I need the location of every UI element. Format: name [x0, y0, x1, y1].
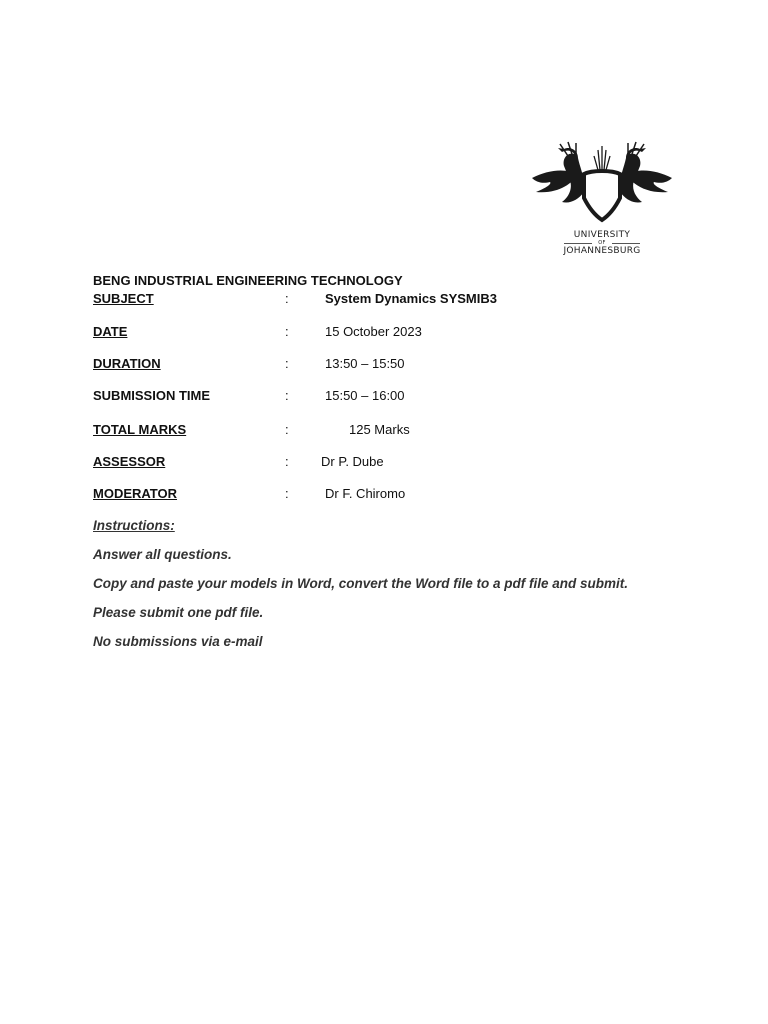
- field-date: [93, 324, 693, 342]
- field-label: SUBMISSION TIME: [93, 388, 211, 403]
- field-assessor: [93, 454, 693, 472]
- logo-line-of: OF: [598, 240, 606, 246]
- field-label: TOTAL MARKS: [93, 422, 187, 437]
- field-value: 13:50 – 15:50: [325, 356, 405, 371]
- field-colon: :: [285, 324, 289, 339]
- instructions-title: Instructions:: [93, 518, 175, 533]
- instruction-item: Copy and paste your models in Word, convert the Word file to a pdf file and submit.: [93, 576, 629, 591]
- field-colon: :: [285, 356, 289, 371]
- field-colon: :: [285, 291, 289, 306]
- university-logo: [528, 140, 676, 260]
- field-colon: :: [285, 454, 289, 469]
- programme-heading: BENG INDUSTRIAL ENGINEERING TECHNOLOGY: [93, 273, 403, 288]
- field-colon: :: [285, 388, 289, 403]
- field-label: DURATION: [93, 356, 161, 371]
- instruction-item: Please submit one pdf file.: [93, 605, 264, 620]
- field-total-marks: [93, 422, 693, 440]
- field-colon: :: [285, 422, 289, 437]
- field-submission-time: [93, 388, 693, 406]
- field-label: MODERATOR: [93, 486, 178, 501]
- field-duration: [93, 356, 693, 374]
- field-value: 15 October 2023: [325, 324, 422, 339]
- logo-line-johannesburg: JOHANNESBURG: [563, 246, 641, 256]
- field-value: 125 Marks: [349, 422, 410, 437]
- field-moderator: [93, 486, 693, 504]
- field-label: ASSESSOR: [93, 454, 166, 469]
- instruction-item: Answer all questions.: [93, 547, 232, 562]
- field-colon: :: [285, 486, 289, 501]
- field-value: Dr F. Chiromo: [325, 486, 406, 501]
- field-subject: [93, 291, 693, 309]
- bird-crest-icon: [528, 140, 676, 230]
- field-value: Dr P. Dube: [321, 454, 384, 469]
- field-value: 15:50 – 16:00: [325, 388, 405, 403]
- field-label: SUBJECT: [93, 291, 154, 306]
- instruction-item: No submissions via e-mail: [93, 634, 263, 649]
- logo-line-university: UNIVERSITY: [573, 230, 631, 240]
- field-label: DATE: [93, 324, 128, 339]
- field-value: System Dynamics SYSMIB3: [325, 291, 497, 306]
- logo-rule-right: [612, 243, 640, 244]
